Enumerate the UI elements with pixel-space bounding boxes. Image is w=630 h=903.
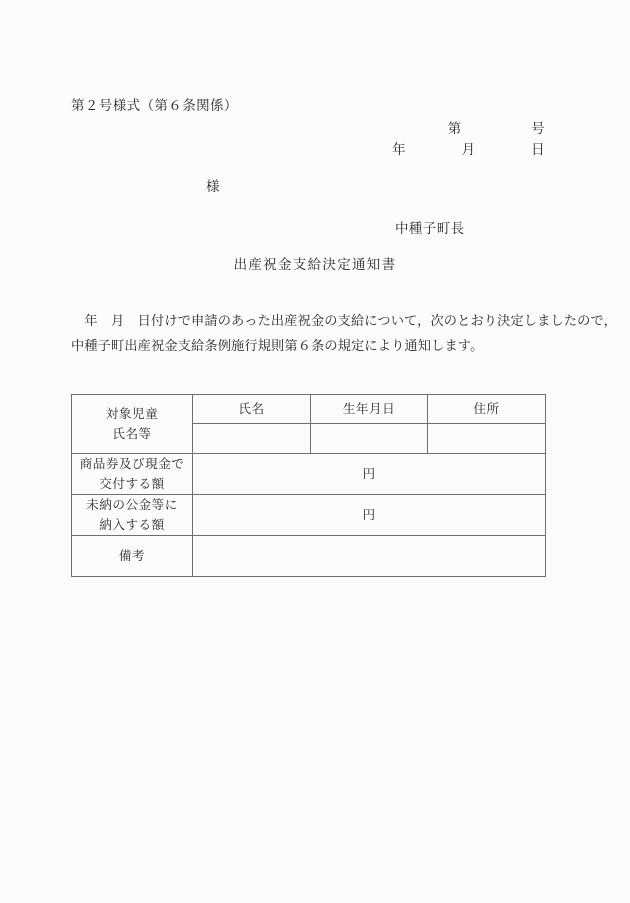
unpaid-public-funds-label-line-1: 未納の公金等に	[86, 498, 178, 512]
voucher-cash-amount-value-cell[interactable]: 円	[193, 454, 546, 495]
page-title: 出産祝金支給決定通知書	[233, 257, 397, 272]
child-name-input-cell[interactable]	[193, 424, 311, 454]
table-row	[72, 495, 546, 536]
decision-details-table	[71, 394, 546, 577]
table-row	[72, 454, 546, 495]
table-row	[72, 536, 546, 577]
body-paragraph-line-1: 年 月 日付けで申請のあった出産祝金の支給について，次のとおり決定しましたので，	[71, 313, 617, 328]
column-header-address: 住所	[428, 395, 546, 424]
document-number-line: 第 号	[447, 121, 545, 136]
column-header-birthdate: 生年月日	[311, 395, 428, 424]
unpaid-public-funds-label-line-2: 納入する額	[99, 518, 165, 532]
voucher-cash-amount-label-line-1: 商品券及び現金で	[79, 457, 185, 471]
issuer-name: 中種子町長	[395, 221, 465, 236]
remarks-label-cell: 備考	[72, 536, 193, 577]
document-date-line: 年 月 日	[392, 142, 545, 157]
remarks-value-cell[interactable]	[193, 536, 546, 577]
column-header-name: 氏名	[193, 395, 311, 424]
child-address-input-cell[interactable]	[428, 424, 546, 454]
body-paragraph-line-2: 中種子町出産祝金支給条例施行規則第６条の規定により通知します。	[71, 338, 484, 353]
addressee-honorific: 様	[206, 179, 220, 194]
unpaid-public-funds-label-cell	[72, 495, 193, 536]
child-info-label-line-2: 氏名等	[112, 427, 152, 441]
form-number-heading: 第２号様式（第６条関係）	[71, 98, 238, 113]
unpaid-public-funds-value-cell[interactable]: 円	[193, 495, 546, 536]
child-info-label-cell	[72, 395, 193, 454]
table-row	[72, 395, 546, 424]
body-paragraph	[71, 308, 617, 358]
voucher-cash-amount-label-cell	[72, 454, 193, 495]
voucher-cash-amount-label-line-2: 交付する額	[99, 477, 165, 491]
child-birthdate-input-cell[interactable]	[311, 424, 428, 454]
child-info-label-line-1: 対象児童	[105, 407, 159, 421]
